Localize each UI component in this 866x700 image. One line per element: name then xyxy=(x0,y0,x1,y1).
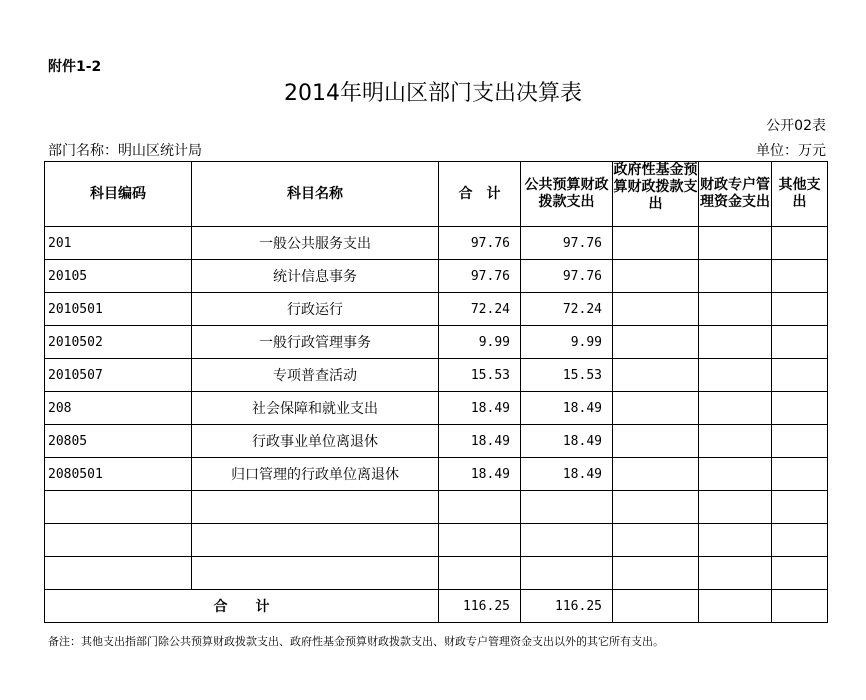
cell-other xyxy=(772,524,828,557)
cell-name: 专项普查活动 xyxy=(192,359,439,392)
header-other: 其他支出 xyxy=(772,162,828,227)
cell-other xyxy=(772,392,828,425)
cell-code: 20105 xyxy=(45,260,192,293)
cell-gov-fund xyxy=(613,458,699,491)
page-title: 2014年明山区部门支出决算表 xyxy=(284,81,582,106)
cell-public-budget xyxy=(521,557,613,590)
cell-gov-fund xyxy=(613,227,699,260)
cell-public-budget xyxy=(521,524,613,557)
cell-special-account xyxy=(699,260,772,293)
cell-public-budget: 18.49 xyxy=(521,425,613,458)
cell-name xyxy=(192,557,439,590)
cell-code: 2080501 xyxy=(45,458,192,491)
cell-public-budget: 18.49 xyxy=(521,458,613,491)
total-public-budget: 116.25 xyxy=(521,590,613,623)
header-total: 合 计 xyxy=(439,162,521,227)
cell-total: 97.76 xyxy=(439,260,521,293)
cell-gov-fund xyxy=(613,524,699,557)
expenditure-table xyxy=(44,161,828,623)
cell-code xyxy=(45,491,192,524)
cell-total: 18.49 xyxy=(439,458,521,491)
footnote: 备注：其他支出指部门除公共预算财政拨款支出、政府性基金预算财政拨款支出、财政专户管理资金支出以外的其它所有支出。 xyxy=(48,635,664,648)
table-total-row xyxy=(45,590,828,623)
table-row xyxy=(45,425,828,458)
table-row-empty xyxy=(45,557,828,590)
table-row xyxy=(45,359,828,392)
cell-other xyxy=(772,227,828,260)
cell-name xyxy=(192,524,439,557)
cell-public-budget: 9.99 xyxy=(521,326,613,359)
total-special-account xyxy=(699,590,772,623)
total-label: 合 计 xyxy=(45,590,439,623)
cell-other xyxy=(772,491,828,524)
header-code: 科目编码 xyxy=(45,162,192,227)
cell-gov-fund xyxy=(613,260,699,293)
cell-total xyxy=(439,524,521,557)
cell-total: 18.49 xyxy=(439,425,521,458)
cell-gov-fund xyxy=(613,392,699,425)
table-header-row xyxy=(45,162,828,227)
cell-code: 2010507 xyxy=(45,359,192,392)
cell-total xyxy=(439,557,521,590)
total-gov-fund xyxy=(613,590,699,623)
cell-code: 208 xyxy=(45,392,192,425)
cell-public-budget xyxy=(521,491,613,524)
cell-name: 归口管理的行政单位离退休 xyxy=(192,458,439,491)
cell-special-account xyxy=(699,557,772,590)
cell-total: 9.99 xyxy=(439,326,521,359)
table-row xyxy=(45,326,828,359)
table-row xyxy=(45,293,828,326)
cell-special-account xyxy=(699,227,772,260)
header-public-budget: 公共预算财政拨款支出 xyxy=(521,162,613,227)
total-sum: 116.25 xyxy=(439,590,521,623)
cell-code: 20805 xyxy=(45,425,192,458)
cell-special-account xyxy=(699,425,772,458)
cell-name: 行政运行 xyxy=(192,293,439,326)
table-row xyxy=(45,260,828,293)
table-row xyxy=(45,392,828,425)
cell-gov-fund xyxy=(613,557,699,590)
cell-code: 201 xyxy=(45,227,192,260)
cell-gov-fund xyxy=(613,491,699,524)
cell-public-budget: 72.24 xyxy=(521,293,613,326)
cell-special-account xyxy=(699,524,772,557)
header-name: 科目名称 xyxy=(192,162,439,227)
header-special-account: 财政专户管理资金支出 xyxy=(699,162,772,227)
form-code: 公开02表 xyxy=(766,118,826,134)
cell-gov-fund xyxy=(613,326,699,359)
table-row xyxy=(45,227,828,260)
cell-name: 行政事业单位离退休 xyxy=(192,425,439,458)
cell-special-account xyxy=(699,392,772,425)
cell-special-account xyxy=(699,293,772,326)
cell-total: 18.49 xyxy=(439,392,521,425)
cell-code xyxy=(45,524,192,557)
cell-other xyxy=(772,359,828,392)
cell-name: 统计信息事务 xyxy=(192,260,439,293)
cell-public-budget: 97.76 xyxy=(521,227,613,260)
cell-total xyxy=(439,491,521,524)
table-row-empty xyxy=(45,524,828,557)
cell-other xyxy=(772,326,828,359)
cell-total: 15.53 xyxy=(439,359,521,392)
unit-label: 单位：万元 xyxy=(756,143,826,159)
cell-code: 2010501 xyxy=(45,293,192,326)
cell-total: 97.76 xyxy=(439,227,521,260)
cell-special-account xyxy=(699,458,772,491)
cell-gov-fund xyxy=(613,359,699,392)
cell-other xyxy=(772,458,828,491)
cell-name: 一般行政管理事务 xyxy=(192,326,439,359)
cell-other xyxy=(772,293,828,326)
table-row-empty xyxy=(45,491,828,524)
cell-special-account xyxy=(699,491,772,524)
cell-gov-fund xyxy=(613,425,699,458)
cell-public-budget: 97.76 xyxy=(521,260,613,293)
department-name: 部门名称：明山区统计局 xyxy=(48,143,202,159)
cell-public-budget: 15.53 xyxy=(521,359,613,392)
cell-gov-fund xyxy=(613,293,699,326)
cell-other xyxy=(772,260,828,293)
cell-other xyxy=(772,425,828,458)
cell-name xyxy=(192,491,439,524)
cell-code xyxy=(45,557,192,590)
cell-code: 2010502 xyxy=(45,326,192,359)
cell-total: 72.24 xyxy=(439,293,521,326)
cell-public-budget: 18.49 xyxy=(521,392,613,425)
cell-special-account xyxy=(699,326,772,359)
total-other xyxy=(772,590,828,623)
table-row xyxy=(45,458,828,491)
attachment-label: 附件1-2 xyxy=(48,59,102,75)
header-gov-fund: 政府性基金预算财政拨款支出 xyxy=(613,162,699,227)
cell-other xyxy=(772,557,828,590)
cell-name: 社会保障和就业支出 xyxy=(192,392,439,425)
cell-special-account xyxy=(699,359,772,392)
cell-name: 一般公共服务支出 xyxy=(192,227,439,260)
